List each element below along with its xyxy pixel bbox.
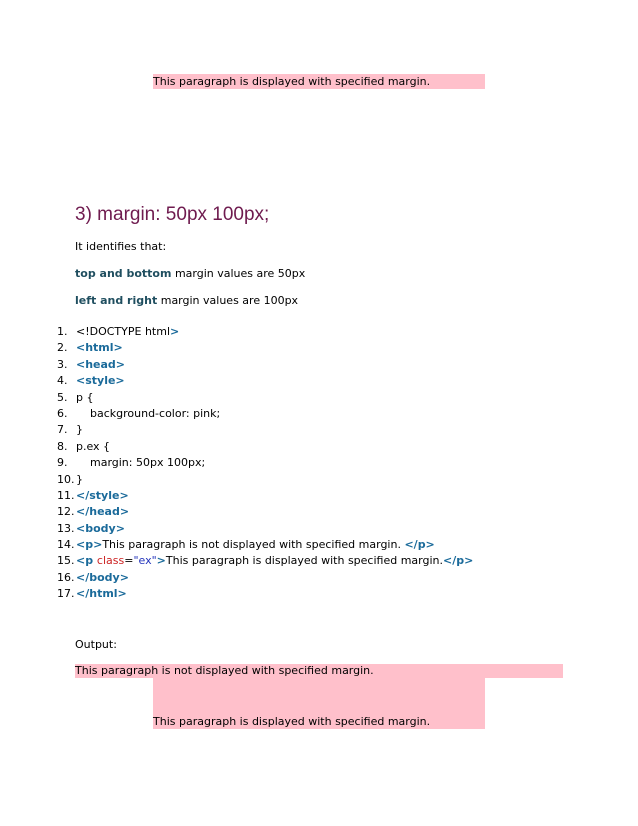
- code-line: [57, 390, 94, 406]
- line-number: 8.: [57, 439, 68, 453]
- code-text: <!DOCTYPE html: [76, 325, 171, 338]
- top-bottom-rest: margin values are 50px: [171, 267, 306, 280]
- code-line: [57, 586, 127, 602]
- code-tag: <style>: [76, 374, 125, 388]
- code-text: margin: 50px 100px;: [76, 456, 206, 470]
- code-tag: <html>: [76, 341, 123, 355]
- code-line: [57, 324, 180, 340]
- code-attribute-value: "ex": [133, 554, 157, 568]
- code-text: background-color: pink;: [76, 406, 221, 420]
- line-number: 15.: [57, 554, 75, 568]
- code-line: [57, 373, 125, 389]
- code-tag: <p: [76, 554, 97, 568]
- code-tag: </style>: [76, 488, 129, 502]
- code-tag: </p>: [443, 554, 474, 568]
- code-line: [57, 504, 130, 520]
- code-text: }: [76, 423, 83, 437]
- section-heading: 3) margin: 50px 100px;: [75, 204, 270, 225]
- code-line: [57, 422, 83, 438]
- line-number: 10.: [57, 472, 75, 486]
- output-paragraph-2: [153, 678, 485, 729]
- line-number: 13.: [57, 521, 75, 535]
- code-line: [57, 570, 129, 586]
- left-right-line: [75, 294, 298, 308]
- output-label: Output:: [75, 638, 117, 651]
- line-number: 3.: [57, 357, 68, 371]
- line-number: 9.: [57, 456, 68, 470]
- code-text: =: [124, 554, 134, 568]
- code-tag: <head>: [76, 357, 126, 371]
- line-number: 2.: [57, 341, 68, 355]
- output-paragraph-1: [75, 664, 563, 678]
- code-line: [57, 521, 125, 537]
- code-tag: </html>: [76, 587, 127, 601]
- line-number: 4.: [57, 374, 68, 388]
- code-tag: </body>: [76, 570, 129, 584]
- top-bottom-line: [75, 267, 305, 281]
- code-line: [57, 553, 474, 569]
- top-paragraph: [153, 74, 485, 89]
- line-number: 16.: [57, 570, 75, 584]
- line-number: 17.: [57, 587, 75, 601]
- code-text: This paragraph is displayed with specified margin.: [165, 554, 444, 568]
- code-listing: [57, 324, 474, 603]
- code-line: [57, 439, 111, 455]
- line-number: 7.: [57, 423, 68, 437]
- code-tag: <body>: [76, 521, 125, 535]
- top-bottom-keyword: top and bottom: [75, 267, 172, 280]
- code-tag: >: [170, 325, 180, 338]
- code-text: p.ex {: [76, 439, 111, 453]
- line-number: 1.: [57, 325, 68, 338]
- code-line: [57, 488, 129, 504]
- code-line: [57, 472, 83, 488]
- code-text: This paragraph is not displayed with specified margin.: [102, 538, 405, 552]
- code-line: [57, 455, 206, 471]
- line-number: 5.: [57, 390, 68, 404]
- code-line: [57, 357, 126, 373]
- code-tag: <p>: [76, 538, 103, 552]
- left-right-keyword: left and right: [75, 294, 158, 307]
- left-right-rest: margin values are 100px: [157, 294, 299, 307]
- output-paragraph-2-text: This paragraph is displayed with specified margin.: [153, 715, 431, 728]
- line-number: 11.: [57, 488, 75, 502]
- code-tag: </head>: [76, 505, 130, 519]
- line-number: 12.: [57, 505, 75, 519]
- code-line: [57, 406, 221, 422]
- identifies-text: It identifies that:: [75, 240, 167, 253]
- code-line: [57, 537, 435, 553]
- code-attribute: class: [96, 554, 125, 568]
- code-line: [57, 340, 123, 356]
- code-text: }: [76, 472, 83, 486]
- line-number: 6.: [57, 406, 68, 420]
- code-tag: </p>: [404, 538, 435, 552]
- line-number: 14.: [57, 538, 75, 552]
- code-text: p {: [76, 390, 94, 404]
- output-paragraph-1-text: This paragraph is not displayed with specified margin.: [75, 664, 374, 677]
- code-tag: >: [156, 554, 166, 568]
- top-paragraph-text: This paragraph is displayed with specified margin.: [153, 75, 431, 88]
